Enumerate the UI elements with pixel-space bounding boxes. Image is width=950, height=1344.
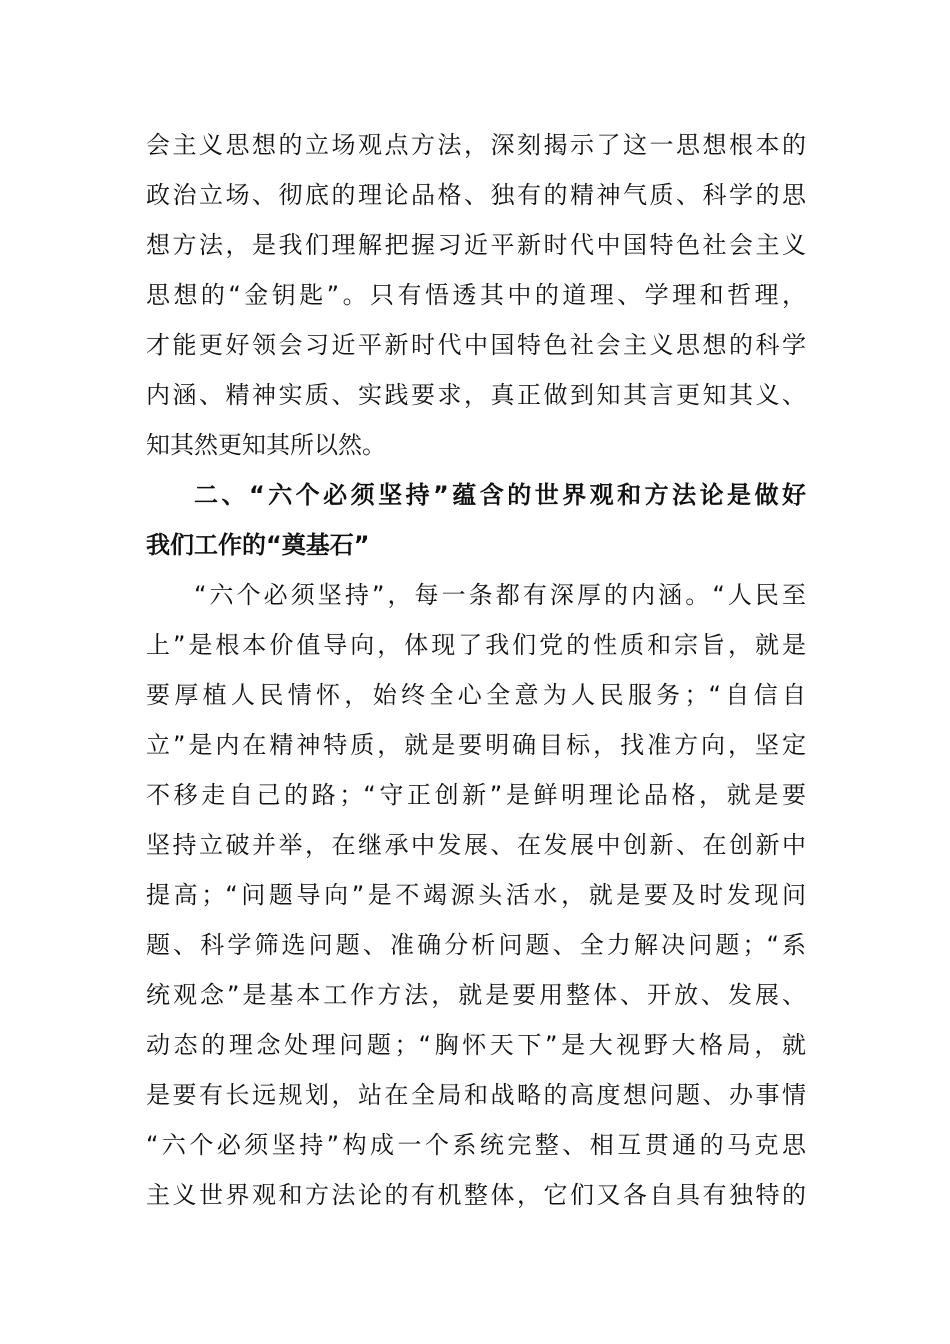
body-text-line: 立”是内在精神特质，就是要明确目标，找准方向，坚定 [146,731,806,759]
body-text-line: 动态的理念处理问题；“胸怀天下”是大视野大格局，就 [146,1031,806,1059]
body-text-line: “六个必须坚持”，每一条都有深厚的内涵。“人民至 [194,581,806,609]
section-heading: 二、“六个必须坚持”蕴含的世界观和方法论是做好 [194,481,806,509]
body-text-line: 主义世界观和方法论的有机整体，它们又各自具有独特的 [146,1181,806,1209]
body-text-line: 题、科学筛选问题、准确分析问题、全力解决问题；“系 [146,931,806,959]
section-heading-continued: 我们工作的“奠基石” [146,531,370,559]
body-text-line: 政治立场、彻底的理论品格、独有的精神气质、科学的思 [146,181,806,209]
body-text-line: 想方法，是我们理解把握习近平新时代中国特色社会主义 [146,231,806,259]
body-text-line: 内涵、精神实质、实践要求，真正做到知其言更知其义、 [146,381,806,409]
body-text-line: 统观念”是基本工作方法，就是要用整体、开放、发展、 [146,981,806,1009]
body-text-line: 坚持立破并举，在继承中发展、在发展中创新、在创新中 [146,831,806,859]
body-text-line: 思想的“金钥匙”。只有悟透其中的道理、学理和哲理， [146,281,806,309]
body-text-line: “六个必须坚持”构成一个系统完整、相互贯通的马克思 [146,1131,806,1159]
body-text-line: 是要有长远规划，站在全局和战略的高度想问题、办事情 [146,1081,806,1109]
body-text-line: 知其然更知其所以然。 [146,431,386,459]
body-text-line: 才能更好领会习近平新时代中国特色社会主义思想的科学 [146,331,806,359]
body-text-line: 要厚植人民情怀，始终全心全意为人民服务；“自信自 [146,681,806,709]
body-text-line: 上”是根本价值导向，体现了我们党的性质和宗旨，就是 [146,631,806,659]
body-text-line: 提高；“问题导向”是不竭源头活水，就是要及时发现问 [146,881,806,909]
body-text-line: 会主义思想的立场观点方法，深刻揭示了这一思想根本的 [146,131,806,159]
body-text-line: 不移走自己的路；“守正创新”是鲜明理论品格，就是要 [146,781,806,809]
